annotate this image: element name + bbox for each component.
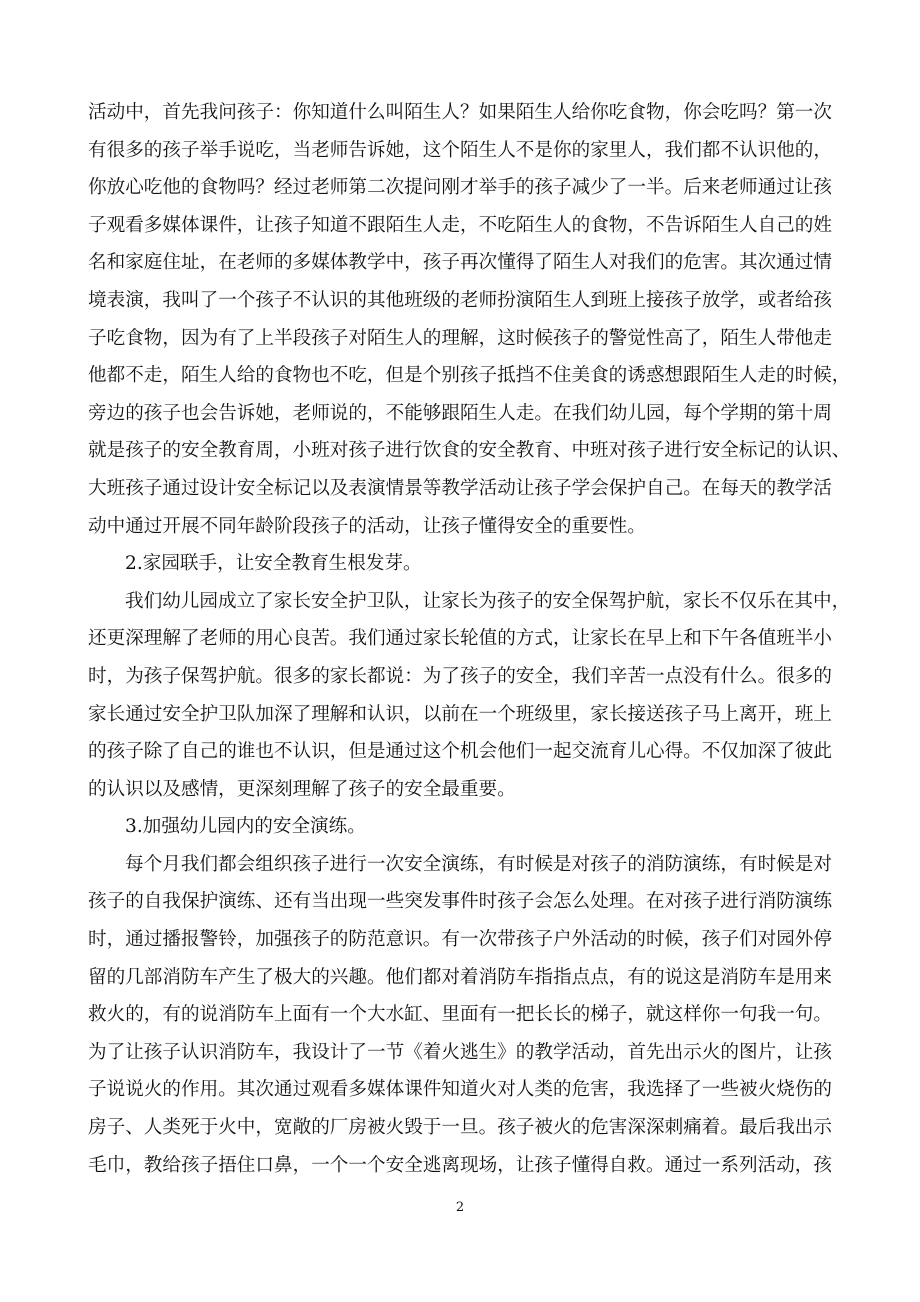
text-line: 你放心吃他的食物吗？经过老师第二次提问刚才举手的孩子减少了一半。后来老师通过让孩 [88,177,832,199]
text-line: 子吃食物，因为有了上半段孩子对陌生人的理解，这时候孩子的警觉性高了，陌生人带他走 [88,327,832,349]
section-heading: 2.家园联手，让安全教育生根发芽。 [125,553,422,575]
text-line: 的孩子除了自己的谁也不认识，但是通过这个机会他们一起交流育儿心得。不仅加深了彼此 [88,741,832,763]
text-line: 有很多的孩子举手说吃，当老师告诉她，这个陌生人不是你的家里人，我们都不认识他的， [88,139,832,161]
text-line: 时，为孩子保驾护航。很多的家长都说：为了孩子的安全，我们辛苦一点没有什么。很多的 [88,665,832,687]
text-line: 子观看多媒体课件，让孩子知道不跟陌生人走，不吃陌生人的食物，不告诉陌生人自己的姓 [88,214,832,236]
section-heading: 3.加强幼儿园内的安全演练。 [125,816,366,838]
text-line: 时，通过播报警铃，加强孩子的防范意识。有一次带孩子户外活动的时候，孩子们对园外停 [88,929,832,951]
text-line: 子说说火的作用。其次通过观看多媒体课件知道火对人类的危害，我选择了一些被火烧伤的 [88,1079,832,1101]
text-line: 境表演，我叫了一个孩子不认识的其他班级的老师扮演陌生人到班上接孩子放学，或者给孩 [88,289,832,311]
text-line: 还更深理解了老师的用心良苦。我们通过家长轮值的方式，让家长在早上和下午各值班半小 [88,628,832,650]
text-line: 活动中，首先我问孩子：你知道什么叫陌生人？如果陌生人给你吃食物，你会吃吗？第一次 [88,102,832,123]
text-line: 他都不走，陌生人给的食物也不吃，但是个别孩子抵挡不住美食的诱惑想跟陌生人走的时候， [88,365,851,387]
text-line: 的认识以及感情，更深刻理解了孩子的安全最重要。 [88,778,516,800]
text-line: 动中通过开展不同年龄阶段孩子的活动，让孩子懂得安全的重要性。 [88,515,646,537]
text-line: 家长通过安全护卫队加深了理解和认识，以前在一个班级里，家长接送孩子马上离开，班上 [88,703,832,725]
text-line: 房子、人类死于火中，宽敞的厂房被火毁于一旦。孩子被火的危害深深刺痛着。最后我出示 [88,1117,832,1139]
text-line: 名和家庭住址，在老师的多媒体教学中，孩子再次懂得了陌生人对我们的危害。其次通过情 [88,252,832,274]
text-line: 每个月我们都会组织孩子进行一次安全演练，有时候是对孩子的消防演练，有时候是对 [125,853,832,875]
text-line: 孩子的自我保护演练、还有当出现一些突发事件时孩子会怎么处理。在对孩子进行消防演练 [88,891,832,913]
text-line: 救火的，有的说消防车上面有一个大水缸、里面有一把长长的梯子，就这样你一句我一句。 [88,1004,832,1026]
text-line: 我们幼儿园成立了家长安全护卫队，让家长为孩子的安全保驾护航，家长不仅乐在其中， [125,590,851,612]
text-line: 就是孩子的安全教育周，小班对孩子进行饮食的安全教育、中班对孩子进行安全标记的认识、 [88,440,851,462]
text-line: 大班孩子通过设计安全标记以及表演情景等教学活动让孩子学会保护自己。在每天的教学活 [88,477,832,499]
text-line: 为了让孩子认识消防车，我设计了一节《着火逃生》的教学活动，首先出示火的图片，让孩 [88,1041,832,1063]
text-line: 毛巾，教给孩子捂住口鼻，一个一个安全逃离现场，让孩子懂得自救。通过一系列活动，孩 [88,1154,832,1176]
page-number: 2 [455,1200,465,1215]
text-line: 留的几部消防车产生了极大的兴趣。他们都对着消防车指指点点，有的说这是消防车是用来 [88,966,832,988]
text-line: 旁边的孩子也会告诉她，老师说的，不能够跟陌生人走。在我们幼儿园，每个学期的第十周 [88,402,832,424]
document-body [88,94,851,1184]
